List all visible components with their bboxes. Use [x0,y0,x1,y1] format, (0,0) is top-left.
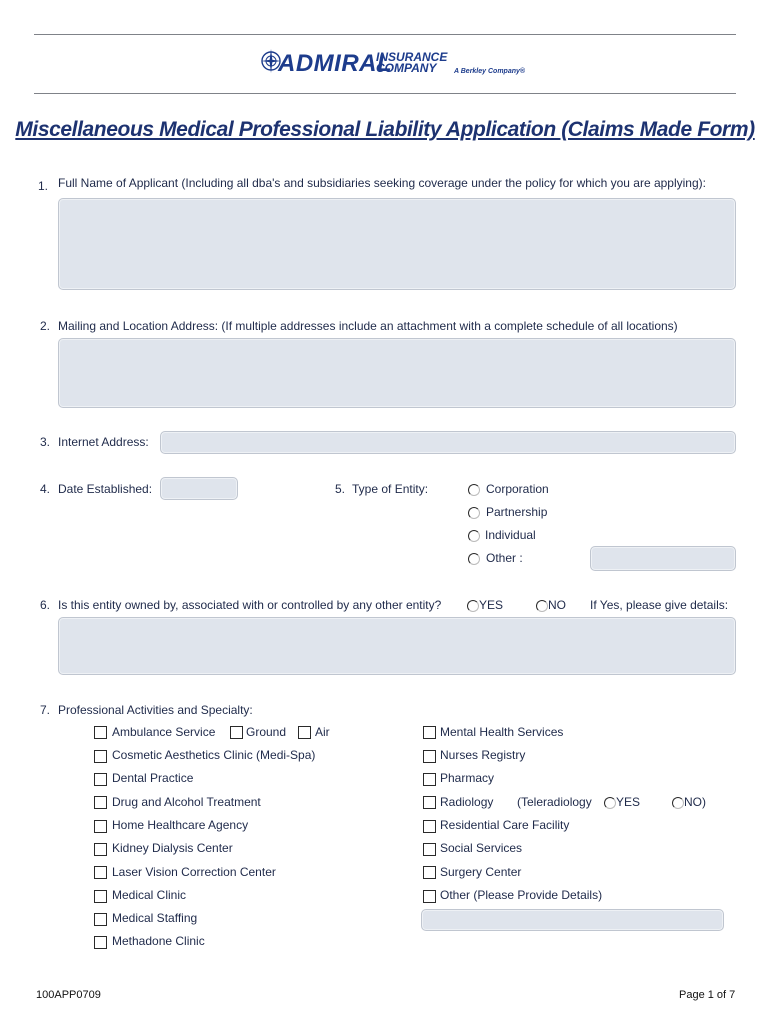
teleradiology-no-label: NO) [684,795,706,809]
activity-medical-staffing-checkbox[interactable] [94,913,107,926]
ambulance-air-label: Air [315,725,330,739]
q4-number: 4. [40,482,51,496]
q2-label: Mailing and Location Address: (If multiple addresses include an attachment with a complete schedule of all locations) [58,319,678,333]
activity-medical-staffing-label: Medical Staffing [112,911,198,925]
page-title: Miscellaneous Medical Professional Liability Application (Claims Made Form) [15,118,755,141]
logo-line-insurance: INSURANCE [376,50,448,64]
activity-nurses-registry-checkbox[interactable] [423,750,436,763]
entity-individual-radio[interactable] [468,530,480,542]
q1-number: 1. [38,179,49,193]
owned-yes-label: YES [479,598,504,612]
activity-social-services-label: Social Services [440,841,523,855]
q6-number: 6. [40,598,51,612]
activity-drug-alcohol-checkbox[interactable] [94,796,107,809]
activity-kidney-dialysis-label: Kidney Dialysis Center [112,841,233,855]
logo-insurance-company-text [376,52,447,74]
header-bottom-rule [34,93,736,94]
activity-dental-label: Dental Practice [112,771,194,785]
q4-label: Date Established: [58,482,153,496]
activity-mental-health-label: Mental Health Services [440,725,564,739]
q5-number: 5. [335,482,346,496]
page-number: Page 1 of 7 [679,989,736,1001]
entity-other-field[interactable] [590,546,736,571]
activity-ambulance-checkbox[interactable] [94,726,107,739]
owned-details-label: If Yes, please give details: [590,598,729,612]
activity-residential-care-label: Residential Care Facility [440,818,570,832]
entity-partnership-label: Partnership [486,505,548,519]
activity-pharmacy-label: Pharmacy [440,771,495,785]
activity-pharmacy-checkbox[interactable] [423,773,436,786]
q2-number: 2. [40,319,51,333]
mailing-address-field[interactable] [58,338,736,408]
entity-individual-label: Individual [485,528,536,542]
q6-label: Is this entity owned by, associated with or controlled by any other entity? [58,598,442,612]
ambulance-ground-label: Ground [246,725,287,739]
ambulance-ground-checkbox[interactable] [230,726,243,739]
activity-medi-spa-label: Cosmetic Aesthetics Clinic (Medi-Spa) [112,748,316,762]
activity-home-healthcare-checkbox[interactable] [94,820,107,833]
activity-surgery-center-checkbox[interactable] [423,866,436,879]
owned-no-label: NO [548,598,566,612]
activity-social-services-checkbox[interactable] [423,843,436,856]
logo-admiral-text: ADMIRAL [278,50,393,77]
activity-methadone-label: Methadone Clinic [112,934,205,948]
activity-other-details-field[interactable] [421,909,724,931]
activity-kidney-dialysis-checkbox[interactable] [94,843,107,856]
q3-label: Internet Address: [58,435,149,449]
activity-radiology-checkbox[interactable] [423,796,436,809]
activity-methadone-checkbox[interactable] [94,936,107,949]
date-established-field[interactable] [160,477,238,500]
activity-other-label: Other (Please Provide Details) [440,888,603,902]
teleradiology-no-radio[interactable] [672,797,684,809]
header-top-rule [34,34,736,35]
logo-berkley-text: A Berkley Company® [454,68,526,75]
q7-label: Professional Activities and Specialty: [58,703,253,717]
activity-medi-spa-checkbox[interactable] [94,750,107,763]
owned-details-field[interactable] [58,617,736,675]
activity-other-checkbox[interactable] [423,890,436,903]
q3-number: 3. [40,435,51,449]
activity-medical-clinic-label: Medical Clinic [112,888,187,902]
activity-dental-checkbox[interactable] [94,773,107,786]
entity-partnership-radio[interactable] [468,507,480,519]
activity-ambulance-label: Ambulance Service [112,725,216,739]
q7-number: 7. [40,703,51,717]
teleradiology-label: (Teleradiology [517,795,592,809]
teleradiology-yes-label: YES [616,795,641,809]
activity-medical-clinic-checkbox[interactable] [94,890,107,903]
applicant-name-field[interactable] [58,198,736,290]
activity-laser-vision-label: Laser Vision Correction Center [112,865,276,879]
q1-label: Full Name of Applicant (Including all dba's and subsidiaries seeking coverage under the policy for which you are applying): [58,176,706,190]
owned-yes-radio[interactable] [467,600,479,612]
entity-corporation-radio[interactable] [468,484,480,496]
entity-corporation-label: Corporation [486,482,549,496]
activity-mental-health-checkbox[interactable] [423,726,436,739]
entity-other-label: Other : [486,551,523,565]
teleradiology-yes-radio[interactable] [604,797,616,809]
activity-nurses-registry-label: Nurses Registry [440,748,526,762]
activity-radiology-label: Radiology [440,795,494,809]
activity-laser-vision-checkbox[interactable] [94,866,107,879]
form-code: 100APP0709 [36,989,101,1001]
company-logo [256,44,536,84]
activity-surgery-center-label: Surgery Center [440,865,522,879]
logo-line-company: COMPANY [376,61,437,75]
entity-other-radio[interactable] [468,553,480,565]
internet-address-field[interactable] [160,431,736,454]
owned-no-radio[interactable] [536,600,548,612]
activity-home-healthcare-label: Home Healthcare Agency [112,818,249,832]
activity-drug-alcohol-label: Drug and Alcohol Treatment [112,795,261,809]
ambulance-air-checkbox[interactable] [298,726,311,739]
q5-label: Type of Entity: [352,482,429,496]
activity-residential-care-checkbox[interactable] [423,820,436,833]
